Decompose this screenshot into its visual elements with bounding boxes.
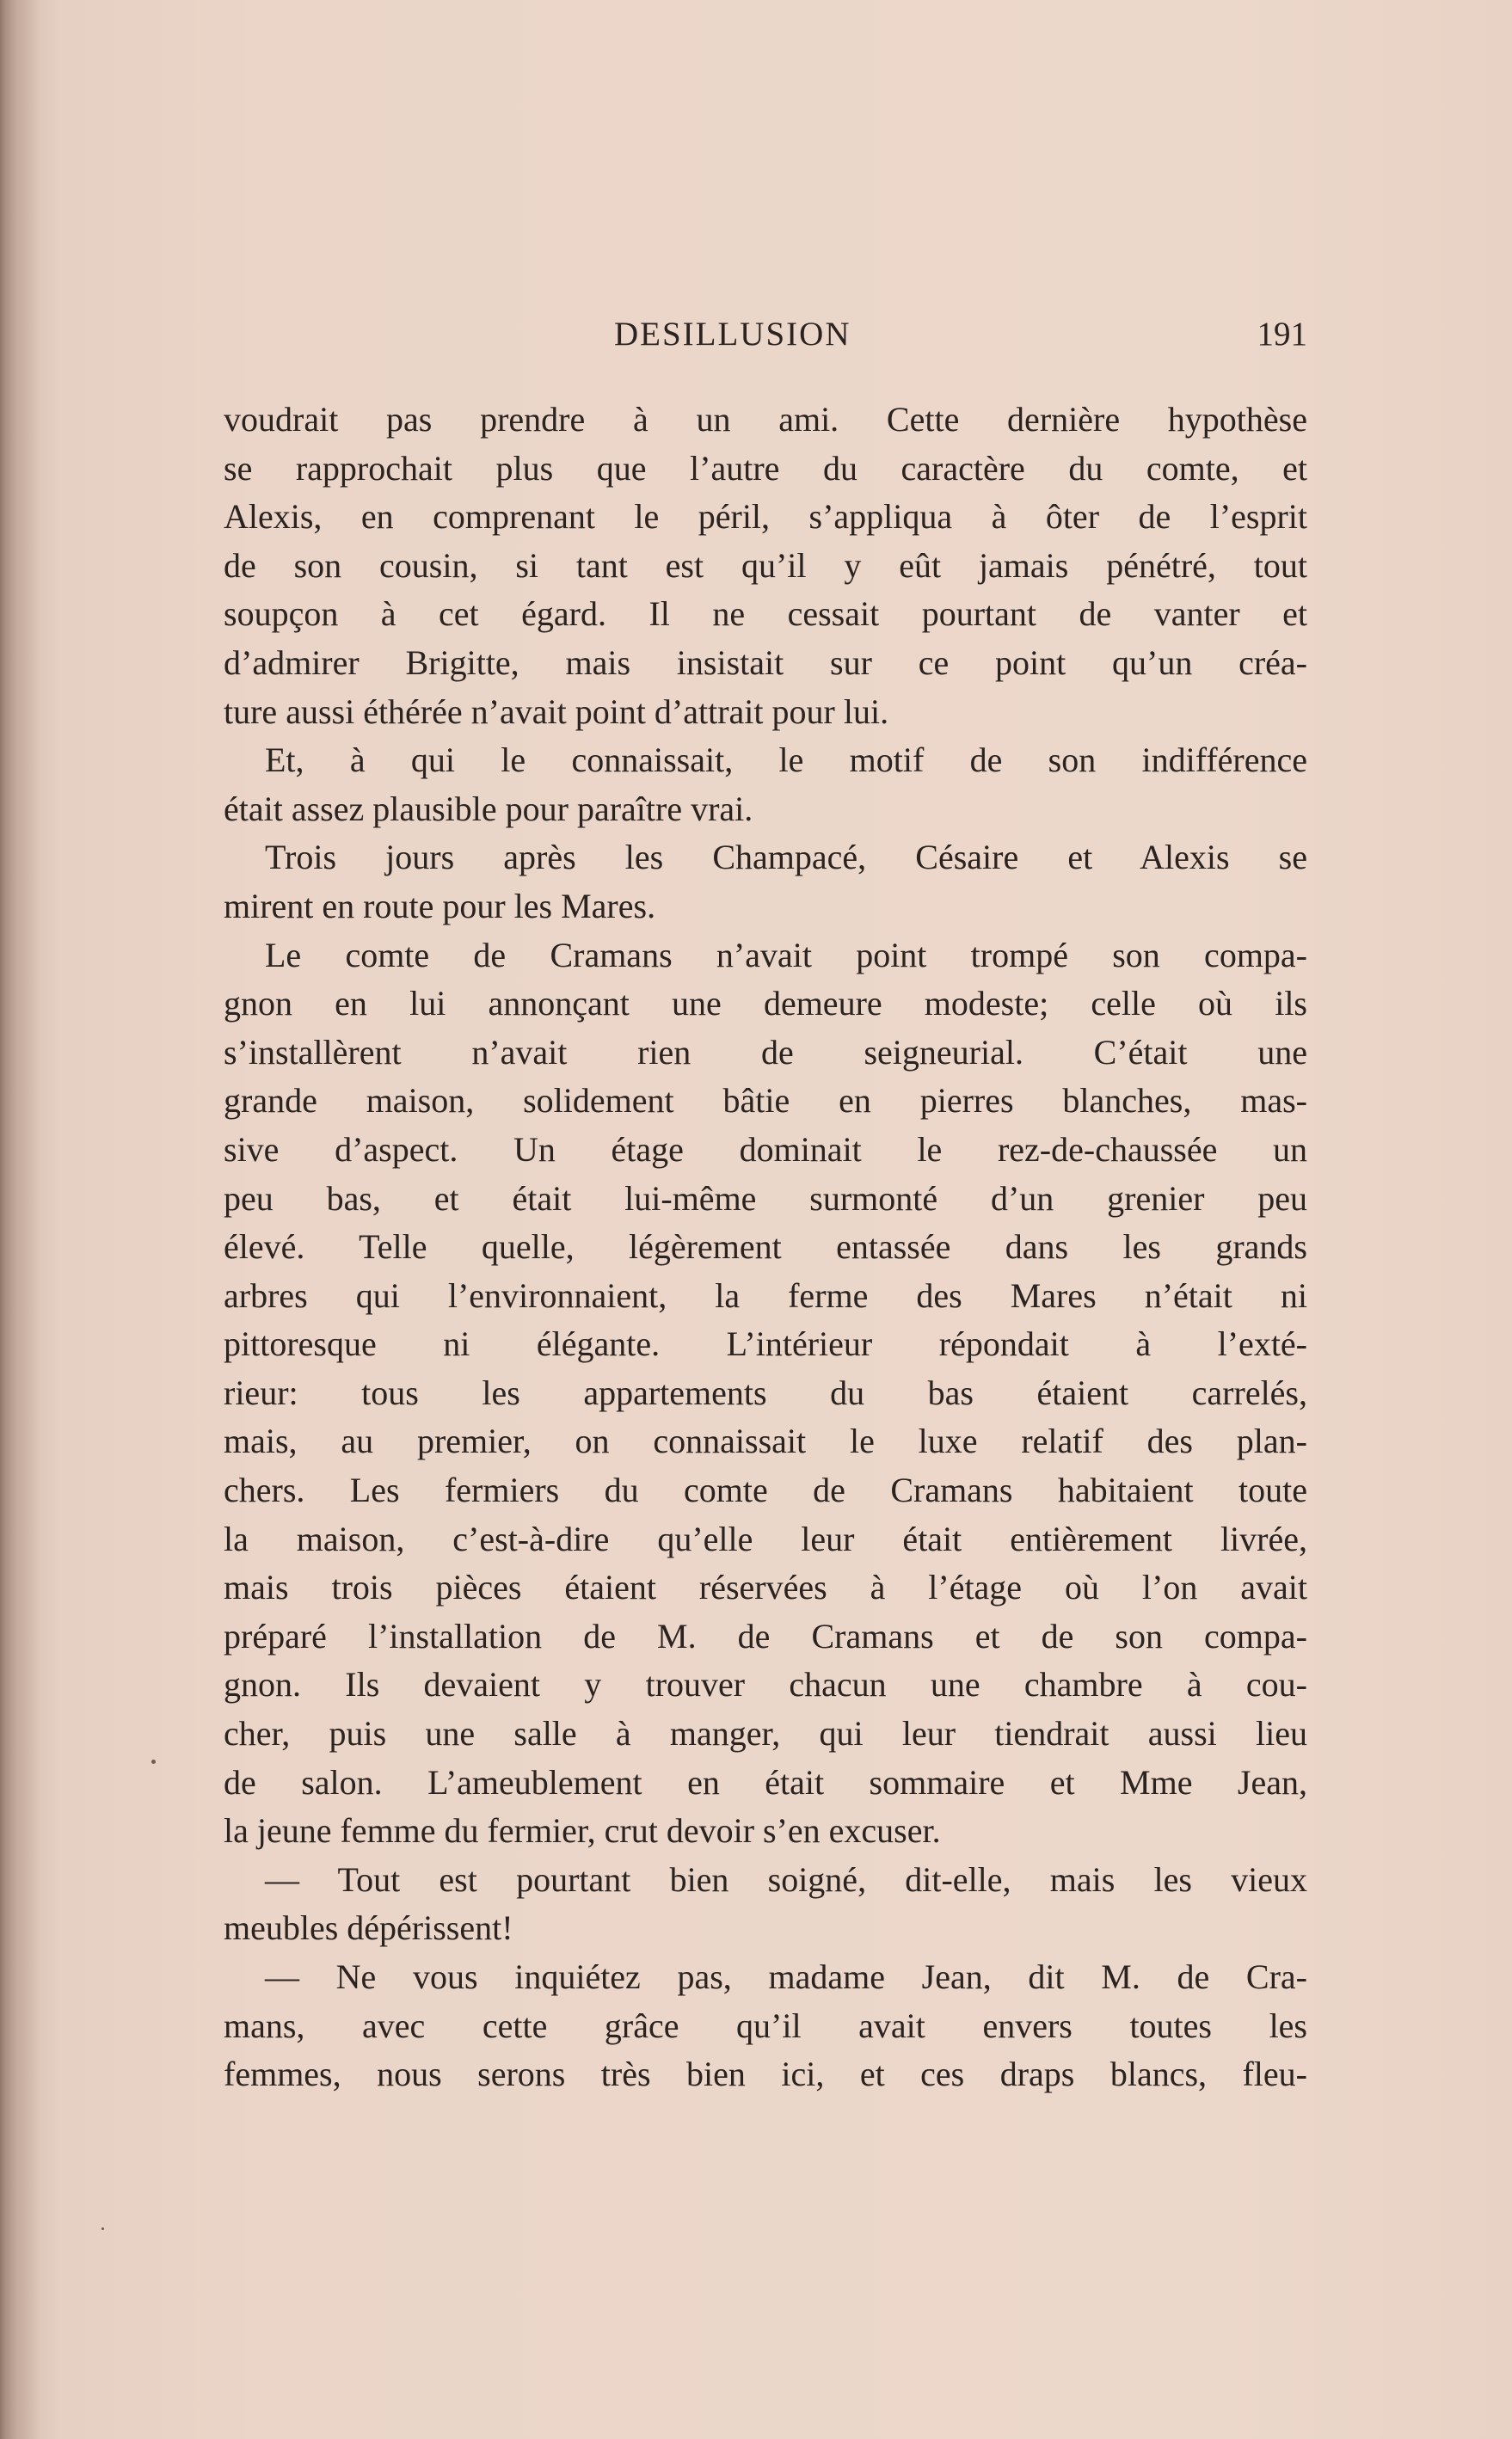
text-line: voudrait pas prendre à un ami. Cette dernière hypothèse [224,400,1307,439]
text-line: femmes, nous serons très bien ici, et ces draps blancs, fleu- [224,2055,1307,2094]
text-line: chers. Les fermiers du comte de Cramans habitaient toute [224,1471,1307,1510]
text-line: peu bas, et était lui-même surmonté d’un grenier peu [224,1178,1307,1218]
page-number: 191 [1257,316,1307,353]
text-line: mais trois pièces étaient réservées à l’étage où l’on avait [224,1568,1307,1607]
text-line: Trois jours après les Champacé, Césaire et Alexis se [265,838,1307,877]
text-line: soupçon à cet égard. Il ne cessait pourtant de vanter et [224,594,1307,634]
text-line: de salon. L’ameublement en était sommaire et Mme Jean, [224,1762,1307,1802]
text-line: élevé. Telle quelle, légèrement entassée dans les grands [224,1227,1307,1267]
body-text [224,396,1307,2099]
text-line: meubles dépérissent! [224,1908,513,1948]
text-line: Et, à qui le connaissait, le motif de son indifférence [265,740,1307,780]
text-line: Le comte de Cramans n’avait point trompé son compa- [265,935,1307,974]
text-line: Alexis, en comprenant le péril, s’appliqua à ôter de l’esprit [224,497,1307,537]
text-line: pittoresque ni élégante. L’intérieur répondait à l’exté- [224,1324,1307,1364]
text-line: cher, puis une salle à manger, qui leur tiendrait aussi lieu [224,1714,1307,1754]
text-line: préparé l’installation de M. de Cramans et de son compa- [224,1616,1307,1656]
text-line: grande maison, solidement bâtie en pierres blanches, mas- [224,1081,1307,1121]
text-line: mirent en route pour les Mares. [224,886,656,925]
text-line: s’installèrent n’avait rien de seigneurial. C’était une [224,1032,1307,1072]
text-line: arbres qui l’environnaient, la ferme des Mares n’était ni [224,1275,1307,1315]
text-line: — Tout est pourtant bien soigné, dit-elle, mais les vieux [265,1859,1307,1899]
text-line: la maison, c’est-à-dire qu’elle leur était entièrement livrée, [224,1519,1307,1558]
paper-speck [151,1760,156,1764]
text-line: — Ne vous inquiétez pas, madame Jean, dit M. de Cra- [265,1957,1307,1996]
paper-speck [101,2227,104,2230]
page-binding-shadow [0,0,40,2439]
text-line: gnon. Ils devaient y trouver chacun une chambre à cou- [224,1665,1307,1705]
text-line: ture aussi éthérée n’avait point d’attrait pour lui. [224,691,889,731]
text-line: rieur: tous les appartements du bas étaient carrelés, [224,1373,1307,1412]
chapter-title: DESILLUSION [614,316,851,353]
text-line: de son cousin, si tant est qu’il y eût jamais pénétré, tout [224,545,1307,585]
text-line: était assez plausible pour paraître vrai. [224,789,753,828]
running-header [227,315,1307,358]
text-line: d’admirer Brigitte, mais insistait sur ce point qu’un créa- [224,642,1307,682]
text-line: sive d’aspect. Un étage dominait le rez-de-chaussée un [224,1129,1307,1169]
text-line: mans, avec cette grâce qu’il avait envers toutes les [224,2006,1307,2045]
text-line: mais, au premier, on connaissait le luxe relatif des plan- [224,1422,1307,1461]
text-line: la jeune femme du fermier, crut devoir s’en excuser. [224,1811,941,1851]
text-line: gnon en lui annonçant une demeure modeste; celle où ils [224,984,1307,1023]
text-line: se rapprochait plus que l’autre du caractère du comte, et [224,448,1307,488]
